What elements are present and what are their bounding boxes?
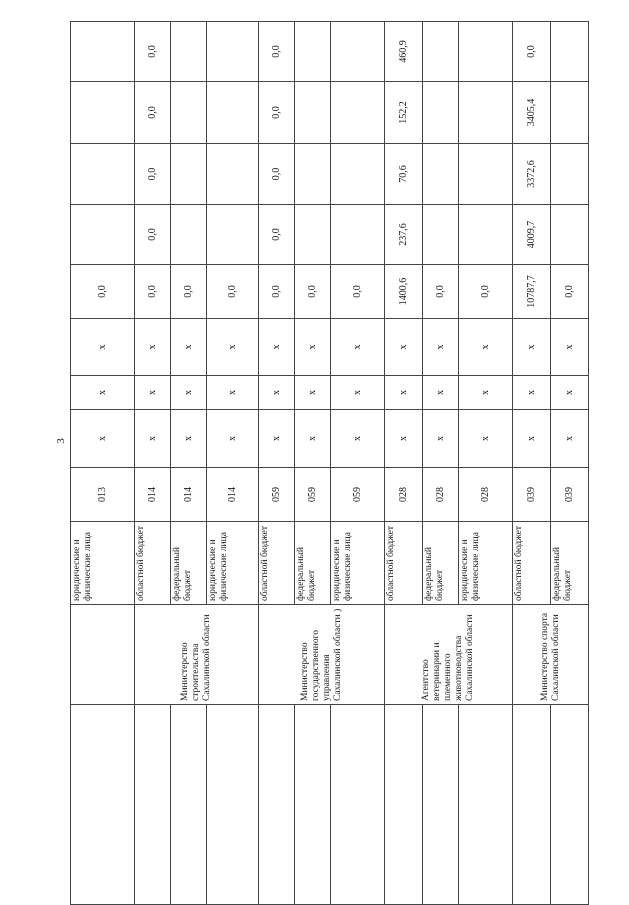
value-cell-v2028 [551,22,589,82]
value-cell-c2: x [71,376,135,410]
value-cell-v2025 [207,205,259,265]
value-cell-v2028: 460,9 [385,22,423,82]
table-row [71,22,135,905]
value-cell-v2026 [459,144,513,205]
value-cell-code: 014 [207,468,259,522]
value-cell-v2025: 237,6 [385,205,423,265]
value-cell-c1: x [135,410,171,468]
table-row [385,22,423,905]
empty-cell [171,705,207,905]
org-name-cell [71,605,135,705]
value-cell-c3: x [423,319,459,376]
value-cell-c3: x [385,319,423,376]
value-cell-v2024: 0,0 [135,265,171,319]
budget-table [70,21,589,905]
table-row [331,22,385,905]
value-cell-c2: x [385,376,423,410]
value-cell-v2028 [331,22,385,82]
empty-cell [207,705,259,905]
value-cell-c3: x [171,319,207,376]
value-cell-v2027 [295,82,331,144]
empty-cell [295,705,331,905]
value-cell-v2028 [171,22,207,82]
value-cell-v2025 [423,205,459,265]
value-cell-code: 028 [385,468,423,522]
table-row [423,22,459,905]
value-cell-v2028 [459,22,513,82]
funding-source-cell: федеральный бюджет [551,522,589,605]
value-cell-v2028: 0,0 [513,22,551,82]
value-cell-v2024: 10787,7 [513,265,551,319]
value-cell-v2028 [423,22,459,82]
value-cell-c3: x [135,319,171,376]
value-cell-v2027 [207,82,259,144]
value-cell-v2024: 0,0 [259,265,295,319]
value-cell-code: 059 [259,468,295,522]
value-cell-c3: x [207,319,259,376]
value-cell-code: 059 [295,468,331,522]
table-row [207,22,259,905]
value-cell-c3: x [331,319,385,376]
value-cell-v2026 [423,144,459,205]
rotated-table-container [70,25,575,905]
value-cell-code: 039 [513,468,551,522]
empty-cell [459,705,513,905]
value-cell-v2026 [171,144,207,205]
funding-source-cell: областной бюджет [135,522,171,605]
value-cell-v2028: 0,0 [259,22,295,82]
funding-source-cell: федеральный бюджет [171,522,207,605]
value-cell-v2028 [71,22,135,82]
value-cell-c1: x [171,410,207,468]
table-body [71,22,589,905]
value-cell-code: 014 [171,468,207,522]
value-cell-c1: x [513,410,551,468]
org-name-cell: Министерство строительства Сахалинской области [135,605,259,705]
value-cell-c1: x [295,410,331,468]
value-cell-v2024: 0,0 [171,265,207,319]
table-row [513,22,551,905]
funding-source-cell: юридические и физические лица [331,522,385,605]
value-cell-v2025: 0,0 [135,205,171,265]
funding-source-cell: федеральный бюджет [423,522,459,605]
value-cell-c1: x [259,410,295,468]
value-cell-v2024: 1400,6 [385,265,423,319]
value-cell-v2024: 0,0 [71,265,135,319]
empty-cell [385,705,423,905]
value-cell-c2: x [171,376,207,410]
value-cell-c1: x [459,410,513,468]
value-cell-v2027 [423,82,459,144]
value-cell-v2024: 0,0 [459,265,513,319]
value-cell-c2: x [459,376,513,410]
value-cell-v2027 [551,82,589,144]
value-cell-v2024: 0,0 [331,265,385,319]
value-cell-v2026 [207,144,259,205]
funding-source-cell: федеральный бюджет [295,522,331,605]
value-cell-v2027: 152,2 [385,82,423,144]
funding-source-cell: областной бюджет [259,522,295,605]
value-cell-c2: x [295,376,331,410]
value-cell-v2026: 3372,6 [513,144,551,205]
value-cell-v2026 [331,144,385,205]
value-cell-c1: x [551,410,589,468]
value-cell-v2027: 0,0 [259,82,295,144]
funding-source-cell: областной бюджет [385,522,423,605]
empty-cell [423,705,459,905]
empty-cell [135,705,171,905]
value-cell-v2027: 3405,4 [513,82,551,144]
value-cell-c2: x [513,376,551,410]
funding-source-cell: областной бюджет [513,522,551,605]
value-cell-c3: x [513,319,551,376]
value-cell-v2027 [331,82,385,144]
value-cell-c1: x [331,410,385,468]
table-row [135,22,171,905]
value-cell-c3: x [259,319,295,376]
value-cell-v2025 [295,205,331,265]
table-row [551,22,589,905]
value-cell-c2: x [423,376,459,410]
value-cell-v2025: 0,0 [259,205,295,265]
table-row [459,22,513,905]
org-name-cell: Министерство спорта Сахалинской области [513,605,589,705]
value-cell-v2026 [71,144,135,205]
funding-source-cell: юридические и физические лица [459,522,513,605]
value-cell-v2025 [331,205,385,265]
value-cell-v2028: 0,0 [135,22,171,82]
value-cell-c1: x [423,410,459,468]
value-cell-code: 028 [459,468,513,522]
value-cell-c2: x [551,376,589,410]
value-cell-c3: x [551,319,589,376]
value-cell-v2025 [459,205,513,265]
page-number: 3 [54,438,67,444]
value-cell-code: 028 [423,468,459,522]
value-cell-v2026 [295,144,331,205]
value-cell-c3: x [295,319,331,376]
value-cell-v2026: 0,0 [135,144,171,205]
value-cell-v2027 [459,82,513,144]
value-cell-c2: x [331,376,385,410]
funding-source-cell: юридические и физические лица [207,522,259,605]
value-cell-c1: x [207,410,259,468]
empty-cell [259,705,295,905]
value-cell-v2026: 0,0 [259,144,295,205]
value-cell-code: 059 [331,468,385,522]
empty-cell [71,705,135,905]
value-cell-v2027 [171,82,207,144]
value-cell-v2025 [171,205,207,265]
value-cell-v2025: 4009,7 [513,205,551,265]
value-cell-v2024: 0,0 [295,265,331,319]
value-cell-code: 039 [551,468,589,522]
value-cell-v2024: 0,0 [423,265,459,319]
table-row [171,22,207,905]
empty-cell [551,705,589,905]
empty-cell [331,705,385,905]
value-cell-c2: x [135,376,171,410]
value-cell-c3: x [459,319,513,376]
value-cell-c1: x [385,410,423,468]
empty-cell [513,705,551,905]
value-cell-v2026: 70,6 [385,144,423,205]
value-cell-c2: x [207,376,259,410]
value-cell-v2027: 0,0 [135,82,171,144]
value-cell-c1: x [71,410,135,468]
org-name-cell: Министерство государственного управления Сахалинской области ) [259,605,385,705]
value-cell-v2028 [207,22,259,82]
value-cell-v2025 [551,205,589,265]
value-cell-v2024: 0,0 [207,265,259,319]
value-cell-code: 013 [71,468,135,522]
value-cell-code: 014 [135,468,171,522]
value-cell-v2028 [295,22,331,82]
table-row [295,22,331,905]
table-row [259,22,295,905]
value-cell-c2: x [259,376,295,410]
value-cell-v2024: 0,0 [551,265,589,319]
value-cell-v2027 [71,82,135,144]
org-name-cell: Агентство ветеринарии и племенного животноводства Сахалинской области [385,605,513,705]
value-cell-v2026 [551,144,589,205]
value-cell-c3: x [71,319,135,376]
value-cell-v2025 [71,205,135,265]
funding-source-cell: юридические и физические лица [71,522,135,605]
